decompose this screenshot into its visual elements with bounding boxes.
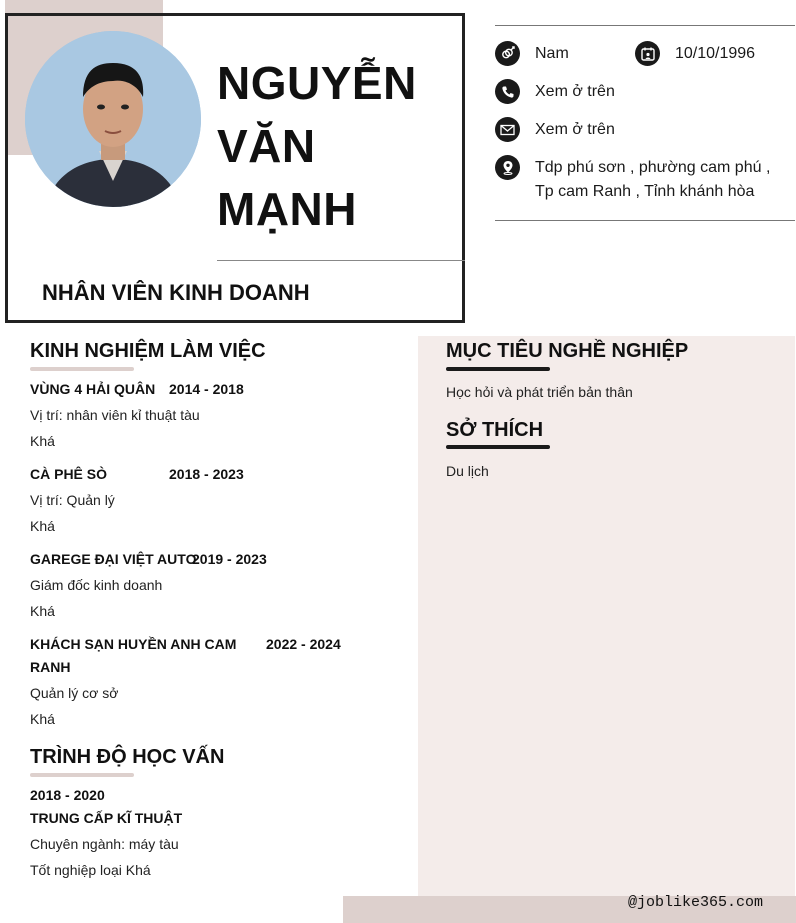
address-line-2: Tp cam Ranh , Tỉnh khánh hòa [535, 183, 755, 200]
objective-title: MỤC TIÊU NGHỀ NGHIỆP [446, 340, 689, 362]
exp-1-period: 2014 - 2018 [169, 381, 244, 397]
exp-2-period: 2018 - 2023 [169, 466, 244, 482]
exp-1-role: Vị trí: nhân viên kỉ thuật tàu [30, 407, 200, 423]
gender-icon [495, 41, 520, 66]
exp-4-company-line-2: RANH [30, 659, 71, 675]
education-title-underline [30, 773, 134, 777]
name-line-3: MẠNH [217, 183, 357, 235]
education-title: TRÌNH ĐỘ HỌC VẤN [30, 746, 225, 768]
exp-2-role: Vị trí: Quản lý [30, 492, 115, 508]
education-period: 2018 - 2020 [30, 787, 105, 803]
experience-title: KINH NGHIỆM LÀM VIỆC [30, 340, 266, 362]
phone-value: Xem ở trên [535, 83, 615, 100]
job-title: NHÂN VIÊN KINH DOANH [42, 280, 310, 305]
profile-photo-illustration [25, 31, 201, 207]
phone-icon [495, 79, 520, 104]
birthday-value: 10/10/1996 [675, 45, 756, 62]
email-value: Xem ở trên [535, 121, 615, 138]
exp-2-rating: Khá [30, 518, 55, 534]
profile-photo [25, 31, 201, 207]
address-line-1: Tdp phú sơn , phường cam phú , [535, 159, 771, 176]
exp-3-rating: Khá [30, 603, 55, 619]
hobbies-title: SỞ THÍCH [446, 419, 544, 441]
education-school: TRUNG CẤP KĨ THUẬT [30, 810, 183, 826]
exp-3-company: GAREGE ĐẠI VIỆT AUTO [30, 551, 197, 567]
objective-text: Học hỏi và phát triển bản thân [446, 384, 633, 400]
exp-3-period: 2019 - 2023 [192, 551, 267, 567]
contact-top-divider [495, 25, 795, 26]
exp-4-role: Quản lý cơ sở [30, 685, 119, 701]
calendar-icon [635, 41, 660, 66]
name-line-1: NGUYỄN [217, 57, 417, 109]
name-divider [217, 260, 465, 261]
exp-1-company: VÙNG 4 HẢI QUÂN [30, 381, 156, 397]
hobbies-title-underline [446, 445, 550, 449]
exp-4-company-line-1: KHÁCH SẠN HUYỀN ANH CAM [30, 636, 237, 652]
experience-title-underline [30, 367, 134, 371]
education-result: Tốt nghiệp loại Khá [30, 862, 151, 878]
gender-value: Nam [535, 45, 569, 62]
contact-bottom-divider [495, 220, 795, 221]
hobbies-text: Du lịch [446, 463, 489, 479]
watermark: @joblike365.com [628, 894, 764, 911]
name-line-2: VĂN [217, 120, 316, 172]
exp-2-company: CÀ PHÊ SÒ [30, 466, 108, 482]
education-major: Chuyên ngành: máy tàu [30, 836, 179, 852]
exp-4-rating: Khá [30, 711, 55, 727]
location-icon [495, 155, 520, 180]
objective-title-underline [446, 367, 550, 371]
email-icon [495, 117, 520, 142]
exp-3-role: Giám đốc kinh doanh [30, 577, 163, 593]
exp-1-rating: Khá [30, 433, 55, 449]
full-name [217, 52, 457, 241]
exp-4-period: 2022 - 2024 [266, 636, 341, 652]
